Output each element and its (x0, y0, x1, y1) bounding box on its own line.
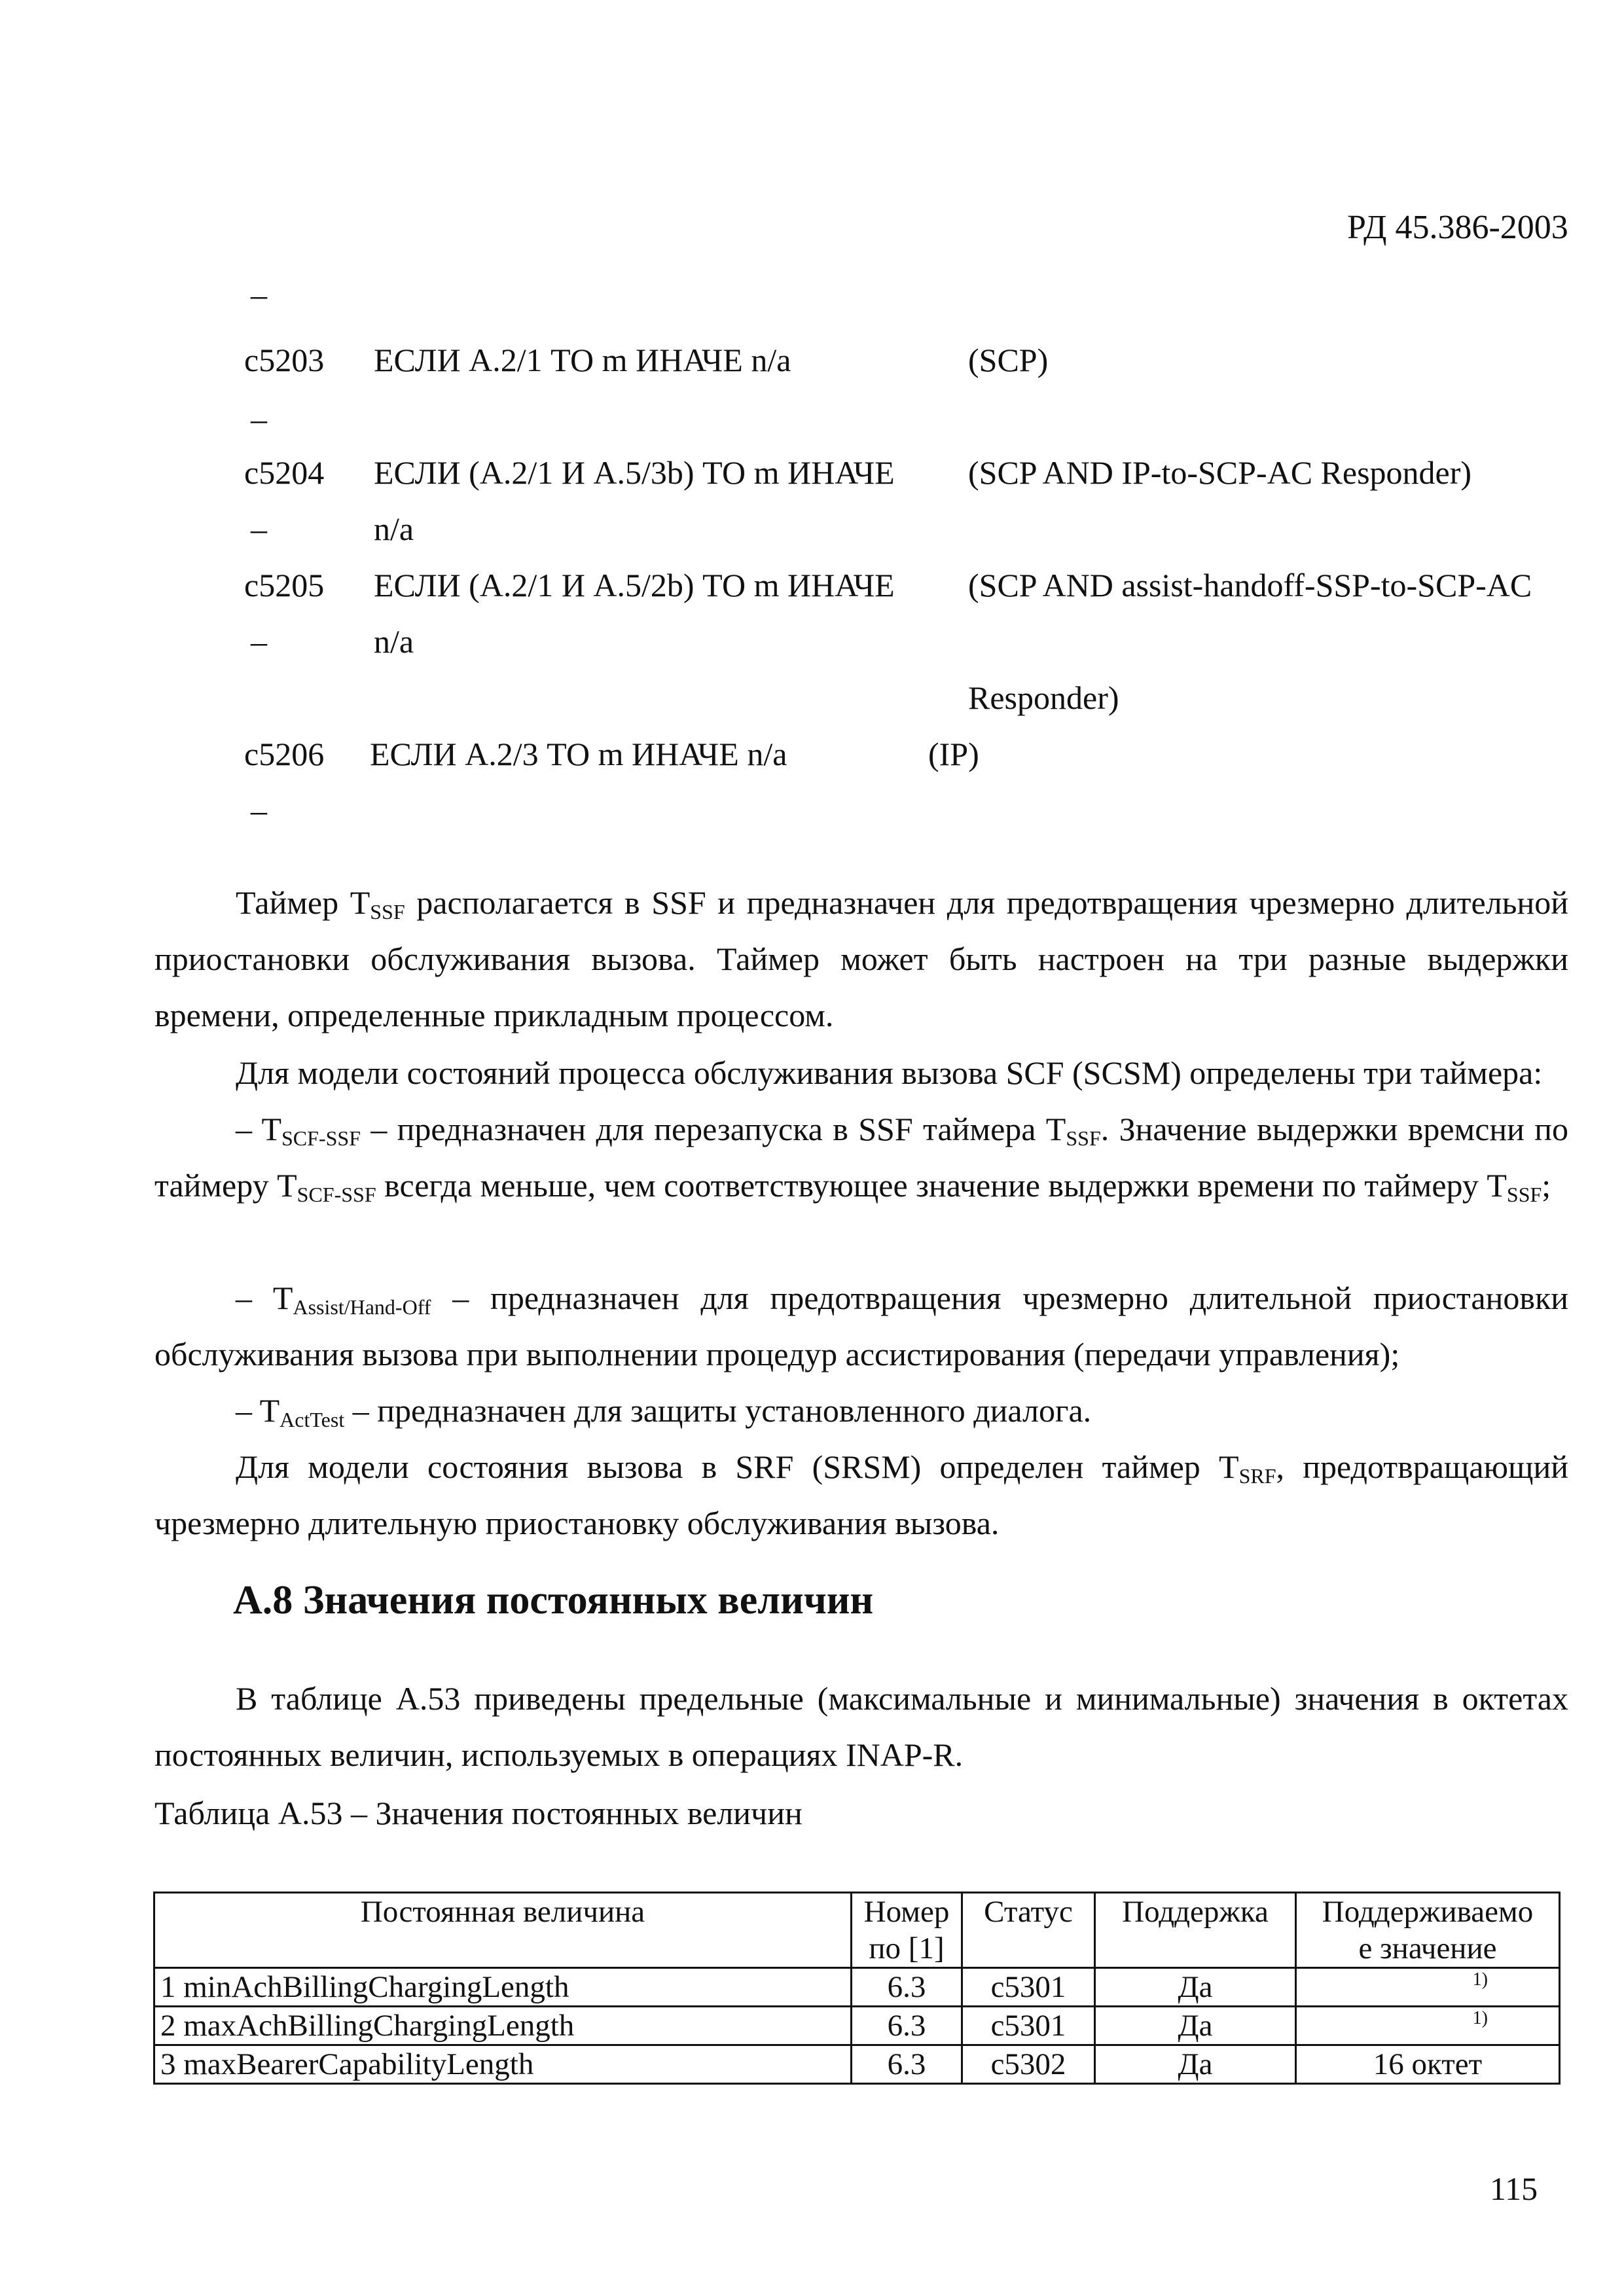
header-cell: Статус (962, 1893, 1095, 1968)
condition-code: c5205 (244, 567, 325, 603)
condition-text: ЕСЛИ (А.2/1 И А.5/2b) ТО m ИНАЧЕ (374, 567, 895, 603)
cell-support: Да (1095, 1968, 1296, 2007)
list-dash: – (251, 792, 267, 829)
condition-code: c5204 (244, 454, 325, 491)
condition-text: ЕСЛИ А.2/1 ТО m ИНАЧЕ n/a (374, 342, 791, 378)
cell-value (1296, 1968, 1560, 2007)
condition-note: (SCP) (968, 342, 1049, 378)
cell-constant: 2 maxAchBillingChargingLength (154, 2007, 852, 2045)
header-cell: Поддержка (1095, 1893, 1296, 1968)
paragraph-tscf-ssf: – $T_{SCF-SSF}$ – предназначен для перезапуска в SSF таймера $T_{SSF}$. Значение выдержки времсни по таймеру $T_{SCF-SSF}$ всегда меньше, чем соответствующее значение выдержки времени по таймеру $T_{SSF}$; (154, 1111, 1568, 1206)
header-cell: Номер по [1] (852, 1893, 962, 1968)
cell-status: c5302 (962, 2045, 1095, 2084)
list-dash: – (251, 276, 267, 313)
table-row (154, 2007, 1560, 2045)
cell-support: Да (1095, 2007, 1296, 2045)
cell-value: 16 октет (1296, 2045, 1560, 2084)
list-dash: – (251, 511, 267, 547)
table-caption: Таблица А.53 – Значения постоянных величин (154, 1795, 803, 1831)
document-id: РД 45.386-2003 (1347, 209, 1568, 246)
paragraph-tssf: Таймер $T_{SSF}$ располагается в SSF и предназначен для предотвращения чрезмерно длительной приостановки обслуживания вызова. Таймер может быть настроен на три разные выдержки времени, определенные прикладным процессом. (154, 884, 1568, 1033)
paragraph-tacttest: – $T_{ActTest}$ – предназначен для защиты установленного диалога. (236, 1392, 1092, 1431)
condition-text-cont: n/a (374, 511, 414, 547)
cell-number: 6.3 (852, 2007, 962, 2045)
cell-status: c5301 (962, 1968, 1095, 2007)
paragraph-tsrf: Для модели состояния вызова в SRF (SRSM) определен таймер $T_{SRF}$, предотвращающий чрезмерно длительную приостановку обслуживания вызова. (154, 1448, 1568, 1541)
condition-note: (SCP AND assist-handoff-SSP-to-SCP-AC (968, 567, 1532, 603)
table-row (154, 1968, 1560, 2007)
cell-support: Да (1095, 2045, 1296, 2084)
paragraph-tassist: – $T_{Assist/Hand-Off}$ – предназначен для предотвращения чрезмерно длительной приостановки обслуживания вызова при выполнении процедур ассистирования (передачи управления); (154, 1280, 1568, 1372)
list-dash: – (251, 401, 267, 437)
condition-note: (SCP AND IP-to-SCP-AC Responder) (968, 454, 1472, 491)
table-row (154, 2045, 1560, 2084)
cell-number: 6.3 (852, 1968, 962, 2007)
header-cell: Поддерживаемо е значение (1296, 1893, 1560, 1968)
cell-constant: 3 maxBearerCapabilityLength (154, 2045, 852, 2084)
condition-code: c5206 (244, 736, 325, 772)
footnote-marker: 1) (1472, 2008, 1488, 2028)
constants-table (153, 1892, 1561, 2085)
page-number: 115 (1490, 2170, 1538, 2207)
condition-note-cont: Responder) (968, 679, 1119, 716)
list-dash: – (251, 623, 267, 660)
cell-value (1296, 2007, 1560, 2045)
condition-note: (IP) (928, 736, 979, 772)
condition-text: ЕСЛИ (А.2/1 И А.5/3b) ТО m ИНАЧЕ (374, 454, 895, 491)
cell-constant: 1 minAchBillingChargingLength (154, 1968, 852, 2007)
paragraph-scsm: Для модели состояний процесса обслуживания вызова SCF (SCSM) определены три таймера: (236, 1054, 1543, 1091)
condition-text-cont: n/a (374, 623, 414, 660)
section-heading: А.8 Значения постоянных величин (233, 1578, 874, 1623)
condition-text: ЕСЛИ А.2/3 ТО m ИНАЧЕ n/a (370, 736, 787, 772)
cell-status: c5301 (962, 2007, 1095, 2045)
footnote-marker: 1) (1472, 1969, 1488, 1990)
header-cell: Постоянная величина (154, 1893, 852, 1968)
condition-code: c5203 (244, 342, 325, 378)
cell-number: 6.3 (852, 2045, 962, 2084)
table-header-row (154, 1893, 1560, 1968)
section-intro: В таблице А.53 приведены предельные (максимальные и минимальные) значения в октетах постоянных величин, используемых в операциях INAP-R. (154, 1680, 1568, 1773)
